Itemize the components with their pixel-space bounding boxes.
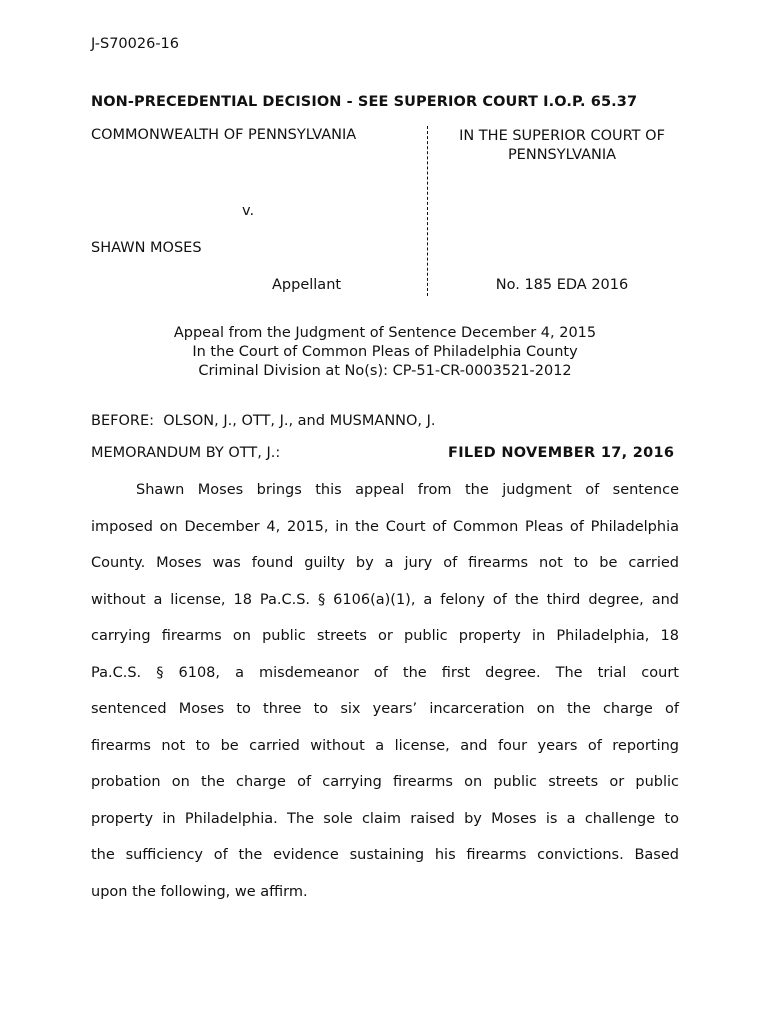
body-line: without a license, 18 Pa.C.S. § 6106(a)(1), a felony of the third degree, and <box>91 591 679 608</box>
defendant-name: SHAWN MOSES <box>91 240 202 256</box>
body-line: County. Moses was found guilty by a jury of firearms not to be carried <box>91 555 679 571</box>
body-line: carrying firearms on public streets or public property in Philadelphia, 18 <box>91 628 679 644</box>
docket-number: No. 185 EDA 2016 <box>495 277 629 293</box>
body-line: imposed on December 4, 2015, in the Court of Common Pleas of Philadelphia <box>91 518 679 535</box>
body-line: Pa.C.S. § 6108, a misdemeanor of the first degree. The trial court <box>91 664 679 681</box>
court-name-line2: PENNSYLVANIA <box>507 147 617 163</box>
body-line: upon the following, we affirm. <box>91 883 308 900</box>
court-name-line1: IN THE SUPERIOR COURT OF <box>459 128 665 144</box>
body-line: Shawn Moses brings this appeal from the judgment of sentence <box>136 482 679 498</box>
appeal-line-2: In the Court of Common Pleas of Philadelphia County <box>192 344 578 360</box>
versus: v. <box>242 203 255 219</box>
document-id: J-S70026-16 <box>91 36 180 52</box>
non-precedential-notice: NON-PRECEDENTIAL DECISION - SEE SUPERIOR COURT I.O.P. 65.37 <box>91 94 638 110</box>
body-line: sentenced Moses to three to six years’ incarceration on the charge of <box>91 701 679 717</box>
caption-divider <box>427 126 428 296</box>
body-line: firearms not to be carried without a license, and four years of reporting <box>91 737 679 754</box>
appeal-info <box>0 324 770 381</box>
opinion-body <box>91 481 679 919</box>
body-line: property in Philadelphia. The sole claim raised by Moses is a challenge to <box>91 810 679 827</box>
body-line: probation on the charge of carrying firearms on public streets or public <box>91 774 679 790</box>
filed-date: FILED NOVEMBER 17, 2016 <box>448 445 675 461</box>
plaintiff-name: COMMONWEALTH OF PENNSYLVANIA <box>91 127 357 143</box>
party-role: Appellant <box>272 277 342 293</box>
appeal-line-1: Appeal from the Judgment of Sentence December 4, 2015 <box>173 325 597 341</box>
appeal-line-3: Criminal Division at No(s): CP-51-CR-0003521-2012 <box>198 363 572 379</box>
panel-judges: BEFORE: OLSON, J., OTT, J., and MUSMANNO, J. <box>91 413 436 429</box>
court-name <box>432 127 692 165</box>
memorandum-author: MEMORANDUM BY OTT, J.: <box>91 445 281 461</box>
body-line: the sufficiency of the evidence sustaining his firearms convictions. Based <box>91 847 679 863</box>
